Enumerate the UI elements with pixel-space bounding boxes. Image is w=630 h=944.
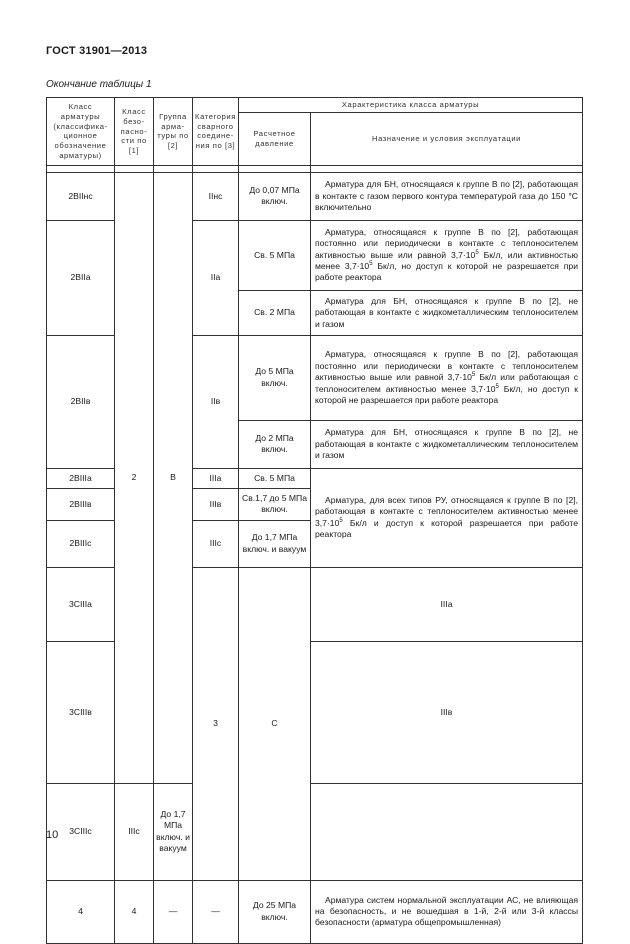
cell-group: — — [154, 880, 193, 943]
cell-weld-category: IIIв — [311, 641, 583, 783]
header-safety-class: Класс безо-пасно-сти по [1] — [115, 98, 154, 166]
cell-pressure: До 2 МПа включ. — [239, 420, 311, 468]
purpose-text: Арматура, относящаяся к группе В по [2], работающая постоянно или периодически в контакте с теплоносителем активностью выше или равной 3,7·10 — [315, 226, 579, 260]
cell-purpose — [311, 468, 583, 567]
header-class-designation: Класс арматуры (классифика-ционное обозначение арматуры) — [47, 98, 115, 166]
header-group: Группа арма-туры по [2] — [154, 98, 193, 166]
cell-pressure: До 1,7 МПа включ. и вакуум — [154, 784, 193, 881]
cell-weld-category: IIIc — [115, 784, 154, 881]
cell-purpose: Арматура для БН, относящаяся к группе В по [2], не работающая в контакте с жидкометаллическим теплоносителем и газом — [311, 290, 583, 335]
header-purpose: Назначение и условия эксплуатации — [311, 112, 583, 165]
header-spacer — [311, 165, 583, 172]
cell-purpose — [311, 220, 583, 290]
cell-weld-category: IIнс — [193, 172, 239, 220]
cell-purpose: Арматура систем нормальной эксплуатации АС, не влияющая на безопасность, и не вошедшая в 1-й, 2-й или 3-й классы безопасности (арматура общепромышленная) — [311, 880, 583, 943]
cell-class: 2BIIa — [47, 220, 115, 335]
cell-pressure: До 5 МПа включ. — [239, 335, 311, 420]
purpose-exponent: 5 — [475, 249, 479, 256]
cell-safety-class: 2 — [115, 172, 154, 783]
cell-weld-category: IIIв — [193, 488, 239, 520]
cell-class: 2BIIIa — [47, 468, 115, 488]
cell-class: 2BIIIв — [47, 488, 115, 520]
cell-weld-category: — — [193, 880, 239, 943]
cell-safety-class: 4 — [115, 880, 154, 943]
document-header: ГОСТ 31901—2013 — [46, 45, 148, 57]
purpose-text: Бк/л, или активностью менее 3,7·10 — [315, 249, 579, 271]
cell-purpose: Арматура для БН, относящаяся к группе В по [2], не работающая в контакте с жидкометаллическим теплоносителем и газом — [311, 420, 583, 468]
cell-class: 2BIIв — [47, 335, 115, 468]
header-weld-category: Категория сварного соедине-ния по [3] — [193, 98, 239, 166]
cell-safety-class: 3 — [193, 567, 239, 880]
cell-class: 3CIIIc — [47, 784, 115, 881]
cell-pressure: Св. 5 МПа — [239, 468, 311, 488]
purpose-text: Бк/л, но доступ к которой не разрешается при работе реактора — [315, 383, 579, 405]
header-spacer — [193, 165, 239, 172]
cell-weld-category: IIa — [193, 220, 239, 335]
cell-purpose — [311, 335, 583, 420]
cell-pressure: Св. 2 МПа — [239, 290, 311, 335]
cell-weld-category: IIIc — [193, 520, 239, 567]
header-spacer — [239, 165, 311, 172]
cell-weld-category: IIIa — [193, 468, 239, 488]
header-characteristic: Характеристика класса арматуры — [239, 98, 583, 113]
purpose-text: Бк/л или работающая с теплоносителем активностью менее 3,7·10 — [315, 372, 579, 394]
purpose-text: Арматура, для всех типов РУ, относящаяся к группе В по [2], работающая в контакте с теплоносителем активностью менее 3,7·10 — [315, 494, 579, 528]
cell-pressure: Св. 5 МПа — [239, 220, 311, 290]
header-spacer — [47, 165, 115, 172]
purpose-exponent: 5 — [495, 383, 499, 390]
cell-class: 3CIIIв — [47, 641, 115, 783]
header-pressure: Расчетное давление — [239, 112, 311, 165]
cell-class: 2BIIIc — [47, 520, 115, 567]
purpose-text: Бк/л и доступ к которой разрешается при работе реактора — [315, 517, 579, 540]
cell-class: 4 — [47, 880, 115, 943]
cell-purpose: Арматура для БН, относящаяся к группе В по [2], работающая в контакте с газом первого контура температурой газа до 150 °С включительно — [311, 172, 583, 220]
cell-class: 3CIIIa — [47, 567, 115, 641]
header-spacer — [115, 165, 154, 172]
cell-weld-category: IIв — [193, 335, 239, 468]
cell-pressure: Св.1,7 до 5 МПа включ. — [239, 488, 311, 520]
purpose-exponent: 5 — [369, 261, 373, 268]
table-caption: Окончание таблицы 1 — [46, 79, 152, 90]
purpose-exponent: 5 — [339, 517, 343, 524]
valve-class-table — [46, 97, 583, 944]
cell-pressure: До 1,7 МПа включ. и вакуум — [239, 520, 311, 567]
purpose-exponent: 5 — [471, 372, 476, 379]
cell-group: В — [154, 172, 193, 783]
page-number: 10 — [46, 829, 59, 841]
cell-class: 2BIIнс — [47, 172, 115, 220]
cell-weld-category: IIIa — [311, 567, 583, 641]
cell-group: С — [239, 567, 311, 880]
cell-pressure: До 25 МПа включ. — [239, 880, 311, 943]
purpose-text: Арматура, относящаяся к группе В по [2], работающая постоянно или периодически в контакте с теплоносителем активностью выше или равной 3,7·10 — [315, 349, 579, 383]
header-spacer — [154, 165, 193, 172]
cell-pressure: До 0,07 МПа включ. — [239, 172, 311, 220]
purpose-text: Бк/л, но доступ к которой не разрешается при работе реактора — [315, 261, 579, 283]
